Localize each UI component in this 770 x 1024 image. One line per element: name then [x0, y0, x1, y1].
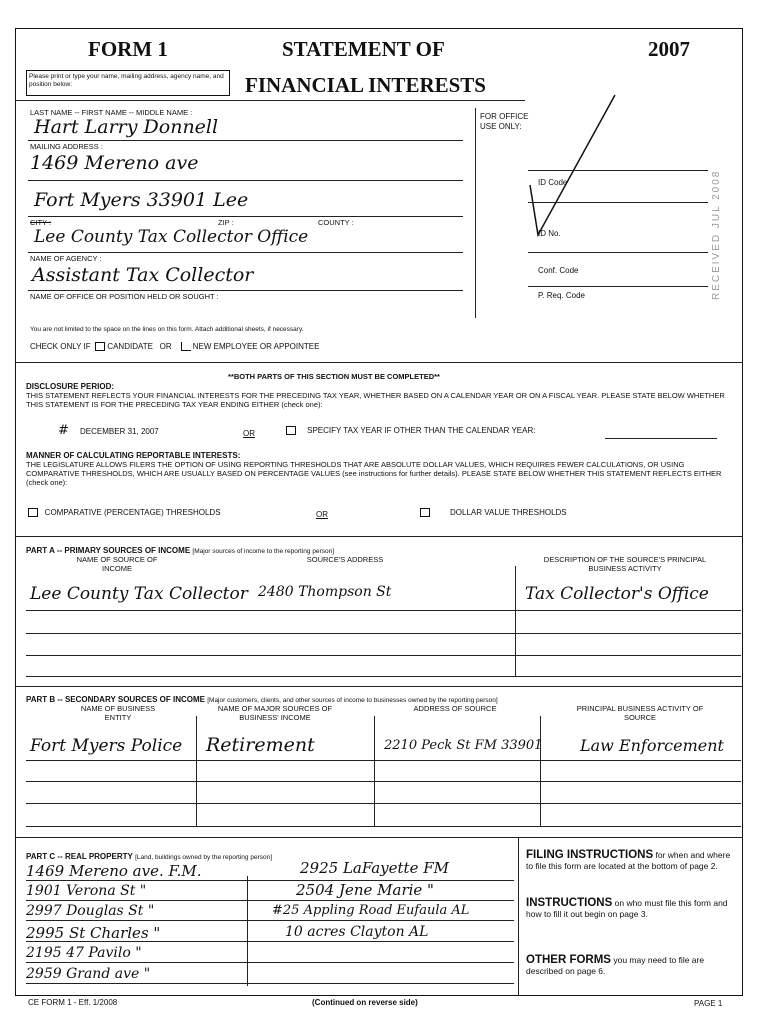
manner-text: THE LEGISLATURE ALLOWS FILERS THE OPTION OF USING REPORTING THRESHOLDS THAT ARE ABSOLUTE DOLLAR VALUES, WHICH REQUIRES FEWER CALCULATIONS, OR USING COMPARATIVE THRESHOLDS, WHICH ARE USUALLY BASED ON PERCENTAGE VALUES (see instructions for further details). PLEASE STATE BELOW WHETHER THIS STATEMENT REFLECTS EITHER (check one):: [26, 460, 722, 487]
part-a-col3: DESCRIPTION OF THE SOURCE'S PRINCIPAL BUSINESS ACTIVITY: [543, 555, 707, 573]
filing-title: FILING INSTRUCTIONS: [526, 849, 654, 861]
filing-text: for when and where to file this form are located at the bottom of page 2.: [526, 850, 731, 871]
period-or: OR: [243, 429, 255, 438]
page-number: PAGE 1: [694, 999, 723, 1008]
continued-note: (Continued on reverse side): [312, 998, 418, 1007]
print-instruction: Please print or type your name, mailing address, agency name, and position below:: [29, 73, 224, 88]
new-employee-label: NEW EMPLOYEE OR APPOINTEE: [192, 342, 320, 351]
dec31-check[interactable]: #: [58, 423, 69, 438]
id-code-label: ID Code: [538, 178, 568, 187]
received-stamp: RECEIVED JUL 2008: [711, 169, 722, 300]
office-use-title: FOR OFFICE USE ONLY:: [480, 112, 529, 131]
comparative-checkbox[interactable]: [28, 508, 38, 517]
conf-code-label: Conf. Code: [538, 266, 579, 275]
part-c-row4-right[interactable]: 10 acres Clayton AL: [285, 924, 429, 940]
dec31-row: [58, 423, 159, 438]
part-c-row2-left[interactable]: 1901 Verona St ": [26, 883, 147, 899]
filer-name[interactable]: Hart Larry Donnell: [34, 116, 219, 138]
county-label: COUNTY :: [318, 218, 354, 227]
check-only-label: CHECK ONLY IF: [30, 342, 91, 351]
part-b-title: PART B -- SECONDARY SOURCES OF INCOME: [26, 695, 205, 704]
specify-row: [286, 426, 535, 436]
part-b-row1-source[interactable]: Retirement: [206, 734, 315, 756]
period-title: DISCLOSURE PERIOD:: [26, 382, 115, 391]
instr-title: INSTRUCTIONS: [526, 897, 613, 909]
office-checkmark: [520, 90, 630, 240]
part-c-row4-left[interactable]: 2995 St Charles ": [26, 924, 161, 942]
position-name[interactable]: Assistant Tax Collector: [32, 264, 254, 286]
form-title: FORM 1: [88, 37, 168, 61]
other-text: you may need to file are described on page 6.: [526, 955, 705, 976]
id-no-label: ID No.: [538, 229, 561, 238]
part-b-col1: NAME OF BUSINESS ENTITY: [80, 704, 156, 722]
part-c-row5-left[interactable]: 2195 47 Pavilo ": [26, 945, 142, 961]
dec31-label: DECEMBER 31, 2007: [80, 427, 159, 436]
part-a-row1-activity[interactable]: Tax Collector's Office: [525, 584, 709, 604]
part-c-subtitle: [Land, buildings owned by the reporting person]: [135, 854, 273, 861]
part-b-col4: PRINCIPAL BUSINESS ACTIVITY OF SOURCE: [576, 704, 704, 722]
p-req-code-label: P. Req. Code: [538, 291, 585, 300]
part-b-subtitle: [Major customers, clients, and other sources of income to businesses owned by the reporting person]: [207, 697, 498, 704]
dollar-label: DOLLAR VALUE THRESHOLDS: [450, 508, 567, 517]
part-c-row6-left[interactable]: 2959 Grand ave ": [26, 966, 151, 982]
who-instructions: [526, 898, 736, 919]
mailing-address[interactable]: 1469 Mereno ave: [30, 152, 199, 174]
part-b-row1-entity[interactable]: Fort Myers Police: [30, 736, 183, 756]
new-employee-checkbox[interactable]: [181, 342, 191, 351]
part-c-header: [26, 852, 272, 862]
part-a-title: PART A -- PRIMARY SOURCES OF INCOME: [26, 546, 191, 555]
zip-label: ZIP :: [218, 218, 234, 227]
comparative-row: [28, 508, 221, 518]
part-c-row3-right[interactable]: #25 Appling Road Eufaula AL: [272, 903, 470, 918]
dollar-row: [420, 508, 567, 518]
comparative-label: COMPARATIVE (PERCENTAGE) THRESHOLDS: [44, 508, 221, 517]
form-id: CE FORM 1 - Eff. 1/2008: [28, 998, 118, 1007]
position-label: NAME OF OFFICE OR POSITION HELD OR SOUGHT :: [30, 292, 219, 301]
part-b-col2: NAME OF MAJOR SOURCES OF BUSINESS' INCOME: [217, 704, 333, 722]
part-a-subtitle: [Major sources of income to the reporting person]: [192, 548, 335, 555]
statement-title-2: FINANCIAL INTERESTS: [245, 73, 486, 97]
part-a-row1-address[interactable]: 2480 Thompson St: [258, 584, 392, 600]
mailing-label: MAILING ADDRESS :: [30, 142, 103, 151]
manner-title: MANNER OF CALCULATING REPORTABLE INTERESTS:: [26, 451, 241, 460]
other-forms: [526, 955, 736, 976]
agency-name[interactable]: Lee County Tax Collector Office: [34, 227, 309, 247]
limit-note: You are not limited to the space on the lines on this form. Attach additional sheets, if necessary.: [30, 326, 304, 333]
part-c-row1-right[interactable]: 2925 LaFayette FM: [300, 859, 449, 877]
specify-checkbox[interactable]: [286, 426, 296, 435]
part-b-row1-address[interactable]: 2210 Peck St FM 33901: [384, 738, 543, 753]
part-b-row1-activity[interactable]: Law Enforcement: [580, 736, 724, 755]
manner-or: OR: [316, 510, 328, 519]
period-text: THIS STATEMENT REFLECTS YOUR FINANCIAL INTERESTS FOR THE PRECEDING TAX YEAR, WHETHER BASED ON A CALENDAR YEAR OR ON A FISCAL YEAR. PLEASE STATE BELOW WHETHER THIS STATEMENT IS FOR THE PRECEDING TAX YEAR ENDING EITHER (check one):: [26, 391, 725, 409]
check-only-row: [30, 342, 319, 352]
specify-label: SPECIFY TAX YEAR IF OTHER THAN THE CALENDAR YEAR:: [307, 426, 536, 435]
part-b-col3: ADDRESS OF SOURCE: [413, 704, 497, 713]
agency-label: NAME OF AGENCY :: [30, 254, 102, 263]
part-c-row2-right[interactable]: 2504 Jene Marie ": [296, 881, 434, 899]
candidate-checkbox[interactable]: [95, 342, 105, 351]
part-c-row1-left[interactable]: 1469 Mereno ave. F.M.: [26, 862, 202, 880]
part-a-col2: SOURCE'S ADDRESS: [306, 555, 384, 564]
dollar-checkbox[interactable]: [420, 508, 430, 517]
candidate-label: CANDIDATE: [107, 342, 153, 351]
other-title: OTHER FORMS: [526, 954, 611, 966]
city-zip-county[interactable]: Fort Myers 33901 Lee: [34, 189, 249, 211]
form-year: 2007: [648, 37, 690, 61]
instr-text: on who must file this form and how to fill it out begin on page 3.: [526, 898, 728, 919]
part-c-row3-left[interactable]: 2997 Douglas St ": [26, 903, 155, 919]
city-label: CITY :: [30, 218, 52, 227]
statement-title-1: STATEMENT OF: [282, 37, 445, 61]
name-label: LAST NAME -- FIRST NAME -- MIDDLE NAME :: [30, 108, 193, 117]
disclosure-banner: **BOTH PARTS OF THIS SECTION MUST BE COMPLETED**: [228, 372, 440, 381]
part-a-col1: NAME OF SOURCE OF INCOME: [76, 555, 158, 573]
part-a-row1-name[interactable]: Lee County Tax Collector: [30, 584, 248, 604]
part-c-title: PART C -- REAL PROPERTY: [26, 852, 133, 861]
or-label: OR: [159, 342, 172, 351]
filing-instructions: [526, 850, 736, 871]
